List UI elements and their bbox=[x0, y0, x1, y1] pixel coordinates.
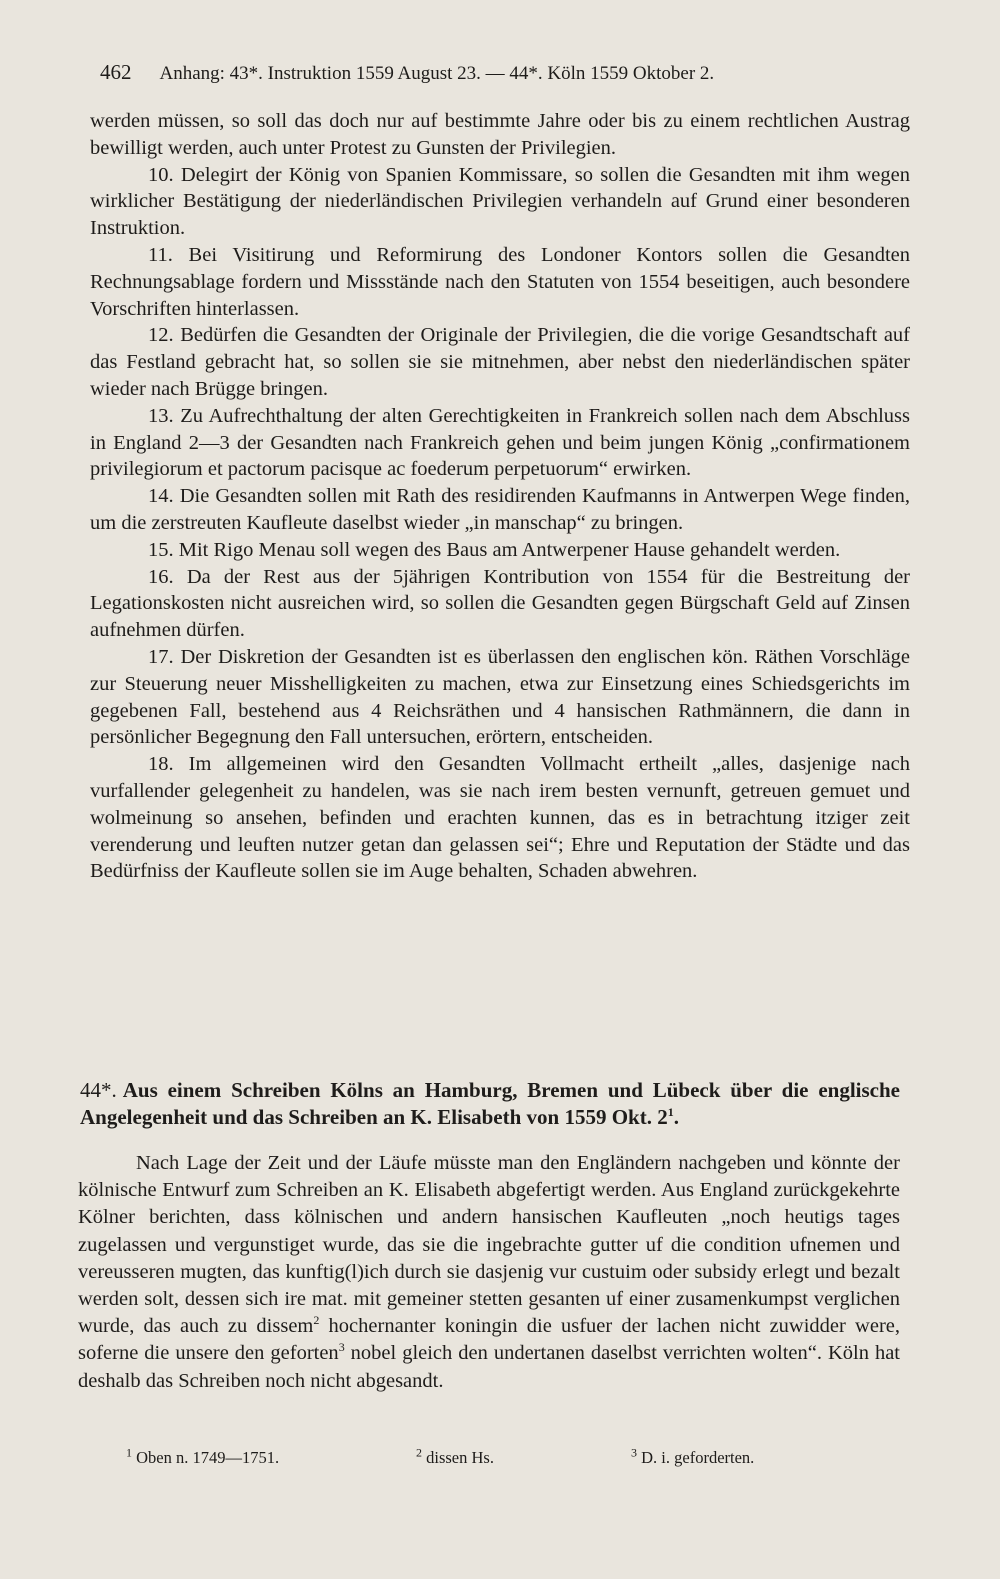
section-text bbox=[78, 1150, 900, 1395]
paragraph-continued: werden müssen, so soll das doch nur auf bestimmte Jahre oder bis zu einem rechtlichen Austrag bewilligt werden, auch unter Protest zu Gunsten der Privilegien. bbox=[90, 110, 910, 159]
section-heading: 44*. Aus einem Schreiben Kölns an Hamburg, Bremen und Lübeck über die englische Angelegenheit und das Schreiben an K. Elisabeth von 1559 Okt. $2^1$. bbox=[80, 1078, 900, 1129]
section-text-part-2: hochernanter koningin die usfuer der lachen nicht zuwidder were, soferne die unsere den geforten bbox=[78, 1315, 900, 1365]
footnote-text: Oben n. 1749—1751. bbox=[136, 1448, 280, 1467]
running-header bbox=[100, 60, 890, 86]
footnote-ref-1: 1 bbox=[667, 1105, 674, 1119]
paragraph-11: 11. Bei Visitirung und Reformirung des Londoner Kontors sollen die Gesandten Rechnungsablage fordern und Missstände nach den Statuten von 1554 beseitigen, auch besondere Vorschriften hinterlassen. bbox=[90, 243, 910, 320]
footnote-mark: 2 bbox=[416, 1445, 422, 1460]
footnotes bbox=[126, 1447, 826, 1469]
page-number: 462 bbox=[100, 60, 132, 84]
paragraph-12: 12. Bedürfen die Gesandten der Originale der Privilegien, die die vorige Gesandtschaft auf das Festland gebracht hat, so sollen sie sie mitnehmen, aber nebst den niederländischen später wieder nach Brügge bringen. bbox=[90, 324, 910, 400]
paragraph-17: 17. Der Diskretion der Gesandten ist es überlassen den englischen kön. Räthen Vorschläge zur Steuerung neuer Misshelligkeiten zu machen, etwa zur Einsetzung eines Schiedsgerichts im gegebenen Fall, bestehend aus 4 Reichsräthen und 4 hansischen Rathmännern, die dann in persönlicher Begegnung den Fall untersuchen, erörtern, entscheiden. bbox=[90, 645, 910, 749]
footnote-ref-2: 2 bbox=[313, 1313, 320, 1328]
footnote-3 bbox=[631, 1447, 754, 1469]
section-text-part-3: nobel gleich den undertanen daselbst verrichten wolten“. Köln hat deshalb das Schreiben noch nicht abgesandt. bbox=[78, 1342, 900, 1392]
footnote-mark: 3 bbox=[631, 1445, 637, 1460]
footnote-ref-3: 3 bbox=[338, 1340, 345, 1355]
section-text-part-1: Nach Lage der Zeit und der Läufe müsste man den Engländern nachgeben und könnte der kölnische Entwurf zum Schreiben an K. Elisabeth abgefertigt werden. Aus England zurückgekehrte Kölner berichten, dass kölnischen und andern hansischen Kaufleuten „noch heutigs tages zugelassen und vergunstiget wurde, das sie die ingebrachte gutter uf die condition ufnemen und vereusseren mugten, das kunftig(l)ich durch sie dasjenig vur custuim oder subsidy erlegt und bezalt werden solt, dessen sich ire mat. mit gemeiner stetten gesanten uf einer zusamenkumpst verglichen wurde, das auch zu dissem bbox=[78, 1152, 900, 1338]
paragraph-15: 15. Mit Rigo Menau soll wegen des Baus am Antwerpener Hause gehandelt werden. bbox=[148, 538, 841, 561]
footnote-text: dissen Hs. bbox=[426, 1448, 494, 1467]
paragraph-14: 14. Die Gesandten sollen mit Rath des residirenden Kaufmanns in Antwerpen Wege finden, um die zerstreuten Kaufleute daselbst wieder „in manschap“ zu bringen. bbox=[90, 485, 910, 534]
paragraph-16: 16. Da der Rest aus der 5jährigen Kontribution von 1554 für die Bestreitung der Legationskosten nicht ausreichen wird, so sollen die Gesandten gegen Bürgschaft Geld auf Zinsen aufnehmen dürfen. bbox=[90, 565, 910, 642]
paragraph-10: 10. Delegirt der König von Spanien Kommissare, so sollen die Gesandten mit ihm wegen wirklicher Bestätigung der niederländischen Privilegien verhandeln auf Grund einer besonderen Instruktion. bbox=[90, 163, 910, 240]
section-title: Aus einem Schreiben Kölns an Hamburg, Bremen und Lübeck über die englische Angelegenheit und das Schreiben an K. Elisabeth von 1559 Okt. 2 bbox=[80, 1078, 900, 1129]
instruction-text bbox=[90, 108, 910, 885]
paragraph-13: 13. Zu Aufrechthaltung der alten Gerechtigkeiten in Frankreich sollen nach dem Abschluss in England 2—3 der Gesandten nach Frankreich gehen und beim jungen König „confirmationem privilegiorum et pactorum pacisque ac foederum perpetuorum“ erwirken. bbox=[90, 404, 910, 481]
running-title: Anhang: 43*. Instruktion 1559 August 23. — 44*. Köln 1559 Oktober 2. bbox=[159, 63, 715, 84]
footnote-text: D. i. geforderten. bbox=[641, 1448, 755, 1467]
paragraph-18: 18. Im allgemeinen wird den Gesandten Vollmacht ertheilt „alles, dasjenige nach vurfallender gelegenheit zu handelen, was sie nach irem besten vernunft, getreuen gemuet und wolmeinung so ansehen, befinden und erachten kunnen, das es in betrachtung itziger zeit verenderung und leuften nutzer getan dan gelassen sei“; Ehre und Reputation der Städte und das Bedürfniss der Kaufleute sollen sie im Auge behalten, Schaden abwehren. bbox=[90, 753, 910, 883]
footnote-1 bbox=[126, 1447, 416, 1469]
footnote-mark: 1 bbox=[126, 1445, 132, 1460]
section-number: 44*. bbox=[80, 1078, 117, 1102]
footnote-2 bbox=[416, 1447, 631, 1469]
